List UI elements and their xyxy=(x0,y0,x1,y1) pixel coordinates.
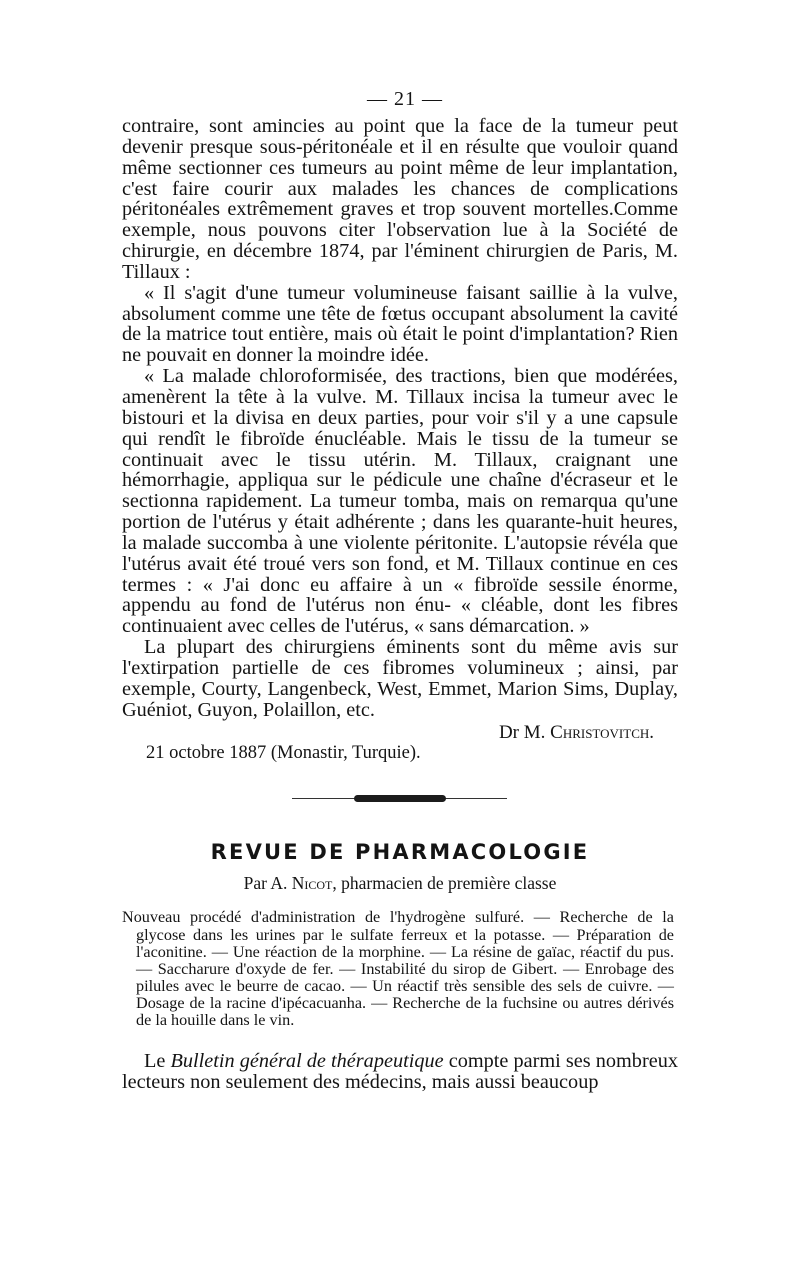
book-page xyxy=(122,82,678,1093)
ornamental-divider xyxy=(122,792,678,806)
signature-title: Dr xyxy=(498,722,519,744)
author-signature xyxy=(122,722,654,744)
page-number: — 21 — xyxy=(367,88,443,110)
section-summary: Nouveau procédé d'administration de l'hydrogène sulfuré. — Recherche de la glycose dans les urines par le sulfate ferreux et la potasse. — Préparation de l'aconitine. — Une réaction de la morphine. — La résine de gaïac, réactif du pus. — Saccharure d'oxyde de fer. — Instabilité du sirop de Gibert. — Enrobage des pilules avec le beurre de cacao. — Un réactif très sensible des sels de cuivre. — Dosage de la racine d'ipécacuanha. — Recherche de la fuchsine ou autres dérivés de la houille dans le vin. xyxy=(122,908,674,1030)
signature-name: M. Christovitch. xyxy=(523,722,654,744)
dateline: 21 octobre 1887 (Monastir, Turquie). xyxy=(146,743,421,764)
divider-ornament xyxy=(354,795,446,802)
quote-paragraph-1: « Il s'agit d'une tumeur volumineuse faisant saillie à la vulve, absolument comme une tête de fœtus occupant absolument la cavité de la matrice tout entière, mais où était le point d'implantation? Rien ne pouvait en donner la moindre idée. xyxy=(122,281,678,367)
paragraph-surgeons: La plupart des chirurgiens éminents sont du même avis sur l'extirpation partielle de ces fibromes volumineux ; ainsi, par exemple, Courty, Langenbeck, West, Emmet, Marion Sims, Duplay, Guéniot, Guyon, Polaillon, etc. xyxy=(122,636,678,721)
byline-author: Nicot, xyxy=(291,873,337,894)
journal-title: Bulletin général de thérapeutique xyxy=(170,1050,444,1073)
section-byline: Par A. Nicot, pharmacien de première classe xyxy=(243,873,557,894)
closing-paragraph: Le Bulletin général de thérapeutique compte parmi ses nombreux lecteurs non seulement des médecins, mais aussi beaucoup xyxy=(122,1050,678,1093)
paragraph-continuation: contraire, sont amincies au point que la face de la tumeur peut devenir presque sous-péritonéale et il en résulte que vouloir quand même sectionner ces tumeurs au point même de leur implantation, c'est faire courir aux malades les chances de complications péritonéales extrêmement graves et trop souvent mortelles.Comme exemple, nous pouvons citer l'observation lue à la Société de chirurgie, en décembre 1874, par l'éminent chirurgien de Paris, M. Tillaux : xyxy=(122,115,678,283)
section-heading: REVUE DE PHARMACOLOGIE xyxy=(210,840,590,865)
quote-paragraph-2: « La malade chloroformisée, des tractions, bien que modérées, amenèrent la tête à la vulve. M. Tillaux incisa la tumeur avec le bistouri et la divisa en deux parties, pour voir s'il y a une capsule qui rendît le fibroïde énucléable. Mais le tissu de la tumeur se continuait avec le tissu utérin. M. Tillaux, craignant une hémorrhagie, appliqua sur le pédicule une chaîne d'écraseur et le sectionna rapidement. La tumeur tomba, mais on remarqua qu'une portion de l'utérus y était adhérente ; dans les quarante-huit heures, la malade succomba à une violente péritonite. L'autopsie révéla que l'utérus avait été troué vers son fond, et M. Tillaux continue en ces termes : « J'ai donc eu affaire à un « fibroïde sessile énorme, appendu au fond de l'utérus non énu- « cléable, dont les fibres continuaient avec celles de l'utérus, « sans démarcation. » xyxy=(122,365,678,638)
